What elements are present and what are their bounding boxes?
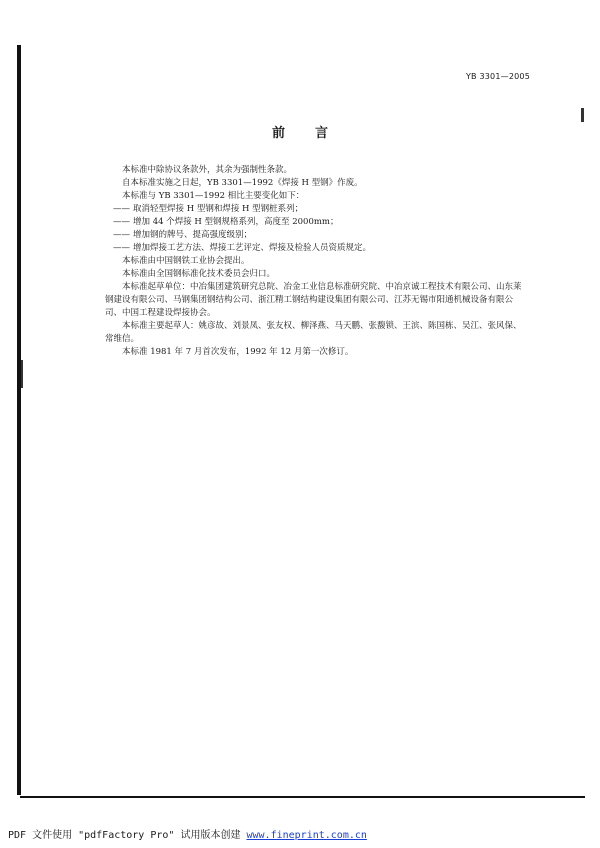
list-dash: —— xyxy=(113,243,130,253)
list-dash: —— xyxy=(113,230,130,240)
list-item xyxy=(105,229,527,242)
page-left-notch xyxy=(21,360,23,388)
list-item-text: 增加焊接工艺方法、焊接工艺评定、焊接及检验人员资质规定。 xyxy=(133,243,372,253)
paragraph-administrator: 本标准由全国钢标准化技术委员会归口。 xyxy=(122,269,276,279)
paragraph-history: 本标准 1981 年 7 月首次发布，1992 年 12 月第一次修订。 xyxy=(122,347,354,357)
list-item-text: 增加钢的牌号、提高强度级别； xyxy=(133,230,253,240)
fineprint-link[interactable]: www.fineprint.com.cn xyxy=(246,830,367,841)
paragraph-drafters: 本标准主要起草人：姚彦故、刘景凤、张友权、柳泽燕、马天鹏、张馥锁、王滨、陈国栋、吴江、张风保、常维信。 xyxy=(105,321,522,344)
paragraph-mandatory-clauses: 本标准中除协议条款外，其余为强制性条款。 xyxy=(122,165,293,175)
page-left-border xyxy=(17,45,21,795)
page-bottom-rule xyxy=(20,796,585,798)
page-title: 前言 xyxy=(271,126,358,141)
document-number: YB 3301—2005 xyxy=(465,72,530,81)
paragraph-proposer: 本标准由中国钢铁工业协会提出。 xyxy=(122,256,250,266)
list-dash: —— xyxy=(113,204,130,214)
paragraph-drafting-units: 本标准起草单位：中冶集团建筑研究总院、冶金工业信息标准研究院、中冶京诚工程技术有限公司、山东莱钢建设有限公司、马钢集团钢结构公司、浙江精工钢结构建设集团有限公司、江苏无锡市阳通机械设备有限公司、中国工程建设焊接协会。 xyxy=(105,282,522,318)
pdf-footer-note xyxy=(8,826,367,841)
foreword-body xyxy=(105,164,527,359)
list-item xyxy=(105,216,527,229)
list-dash: —— xyxy=(113,217,130,227)
paragraph-supersedes: 自本标准实施之日起，YB 3301—1992《焊接 H 型钢》作废。 xyxy=(122,178,363,188)
list-item-text: 增加 44 个焊接 H 型钢规格系列，高度至 2000mm； xyxy=(133,217,339,227)
paragraph-changes-intro: 本标准与 YB 3301—1992 相比主要变化如下： xyxy=(122,191,305,201)
list-item-text: 取消轻型焊接 H 型钢和焊接 H 型钢桩系列； xyxy=(133,204,304,214)
footer-note-text: PDF 文件使用 "pdfFactory Pro" 试用版本创建 xyxy=(8,830,247,841)
list-item xyxy=(105,203,527,216)
page-right-tick xyxy=(581,108,584,122)
list-item xyxy=(105,242,527,255)
